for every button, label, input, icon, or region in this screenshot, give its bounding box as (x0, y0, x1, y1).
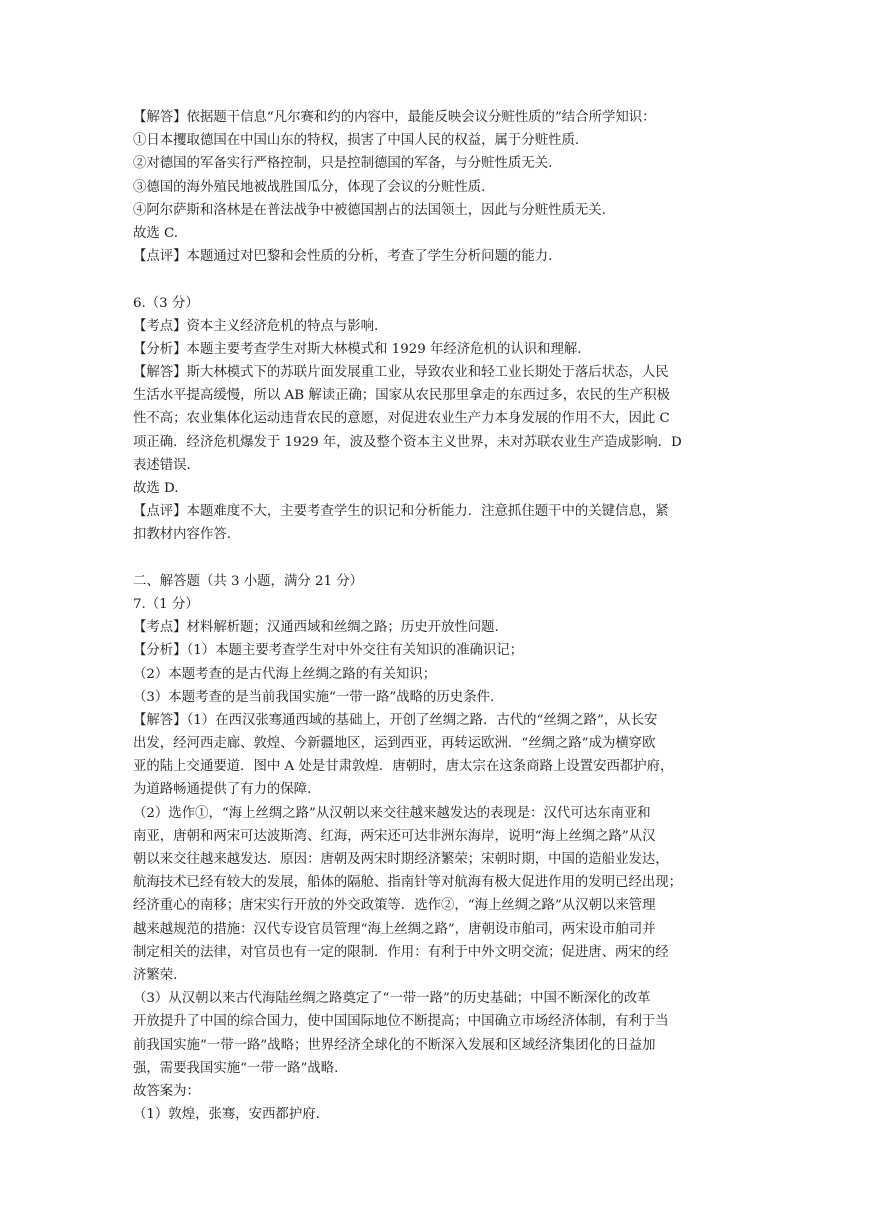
text-line: 故选 D. (133, 481, 179, 496)
text-line: ④阿尔萨斯和洛林是在普法战争中被德国割占的法国领土，因此与分赃性质无关. (133, 202, 606, 218)
document-page (133, 106, 753, 1126)
text-line: 【解答】斯大林模式下的苏联片面发展重工业，导致农业和轻工业长期处于落后状态，人民 (133, 365, 669, 381)
text-line: ③德国的海外殖民地被战胜国瓜分，体现了会议的分赃性质. (133, 179, 486, 195)
text-line: 6.（3 分） (133, 295, 199, 311)
text-line: 故答案为： (133, 1083, 200, 1099)
text-line: 表述错误. (133, 457, 191, 473)
text-line: 项正确．经济危机爆发于 1929 年，波及整个资本主义世界，未对苏联农业生产造成影响．D (133, 434, 682, 450)
paragraph-gap (133, 268, 753, 291)
text-line: 越来越规范的措施：汉代专设官员管理“海上丝绸之路”，唐朝设市舶司，两宋设市舶司并 (133, 921, 656, 937)
text-line: 7.（1 分） (133, 596, 199, 612)
text-line: （1）敦煌，张骞，安西都护府. (133, 1107, 320, 1123)
text-line: 【分析】本题主要考查学生对斯大林模式和 1929 年经济危机的认识和理解. (133, 341, 582, 357)
text-line: （2）选作①，“海上丝绸之路”从汉朝以来交往越来越发达的表现是：汉代可达东南亚和 (133, 805, 651, 821)
text-line: 南亚，唐朝和两宋可达波斯湾、红海，两宋还可达非洲东海岸，说明“海上丝绸之路”从汉 (133, 828, 656, 844)
text-line: 航海技术已经有较大的发展，船体的隔舱、指南针等对航海有极大促进作用的发明已经出现； (133, 875, 683, 891)
text-line: 【考点】资本主义经济危机的特点与影响. (133, 318, 379, 334)
text-line: 二、解答题（共 3 小题，满分 21 分） (133, 573, 364, 589)
text-line: 为道路畅通提供了有力的保障. (133, 782, 312, 798)
answer-block-question-6 (133, 292, 753, 547)
text-line: 【解答】依据题干信息“凡尔赛和约的内容中，最能反映会议分赃性质的”结合所学知识： (133, 110, 656, 125)
text-line: 强，需要我国实施“一带一路”战略. (133, 1060, 339, 1076)
answer-block-question-7 (133, 570, 753, 1127)
answer-block-question-5 (133, 106, 753, 268)
text-line: （3）从汉朝以来古代海陆丝绸之路奠定了“一带一路”的历史基础；中国不断深化的改革 (133, 991, 651, 1007)
paragraph-gap (133, 547, 753, 570)
text-line: 故选 C. (133, 225, 179, 241)
text-line: 开放提升了中国的综合国力，使中国国际地位不断提高；中国确立市场经济体制，有利于当 (133, 1014, 669, 1030)
text-line: （3）本题考查的是当前我国实施“一带一路”战略的历史条件. (133, 689, 495, 705)
text-line: ②对德国的军备实行严格控制，只是控制德国的军备，与分赃性质无关. (133, 156, 553, 172)
text-line: 生活水平提高缓慢，所以 AB 解读正确；国家从农民那里拿走的东西过多，农民的生产积极 (133, 388, 670, 404)
text-line: 前我国实施“一带一路”战略；世界经济全球化的不断深入发展和区域经济集团化的日益加 (133, 1037, 656, 1053)
text-line: 经济重心的南移；唐宋实行开放的外交政策等．选作②，“海上丝绸之路”从汉朝以来管理 (133, 898, 656, 914)
text-line: 制定相关的法律，对官员也有一定的限制．作用：有利于中外文明交流；促进唐、两宋的经 (133, 944, 669, 960)
text-line: 朝以来交往越来越发达．原因：唐朝及两宋时期经济繁荣；宋朝时期，中国的造船业发达， (133, 852, 669, 867)
text-line: ①日本攫取德国在中国山东的特权，损害了中国人民的权益，属于分赃性质. (133, 133, 580, 149)
text-line: 【分析】（1）本题主要考查学生对中外交往有关知识的准确识记； (133, 643, 524, 659)
text-line: 【点评】本题难度不大，主要考查学生的识记和分析能力．注意抓住题干中的关键信息，紧 (133, 504, 669, 520)
text-line: 济繁荣. (133, 967, 178, 983)
text-line: 性不高；农业集体化运动违背农民的意愿，对促进农业生产力本身发展的作用不大，因此 C (133, 411, 670, 427)
text-line: 【解答】（1）在西汉张骞通西域的基础上，开创了丝绸之路．古代的“丝绸之路”，从长安 (133, 712, 658, 728)
text-line: 出发，经河西走廊、敦煌、今新疆地区，运到西亚，再转运欧洲．“丝绸之路”成为横穿欧 (133, 736, 656, 752)
text-line: （2）本题考查的是古代海上丝绸之路的有关知识； (133, 666, 437, 682)
text-line: 【点评】本题通过对巴黎和会性质的分析，考查了学生分析问题的能力. (133, 249, 553, 265)
text-line: 亚的陆上交通要道．图中 A 处是甘肃敦煌．唐朝时，唐太宗在这条商路上设置安西都护府， (133, 759, 674, 775)
text-line: 【考点】材料解析题；汉通西域和丝绸之路；历史开放性问题. (133, 620, 499, 636)
text-line: 扣教材内容作答. (133, 527, 231, 543)
